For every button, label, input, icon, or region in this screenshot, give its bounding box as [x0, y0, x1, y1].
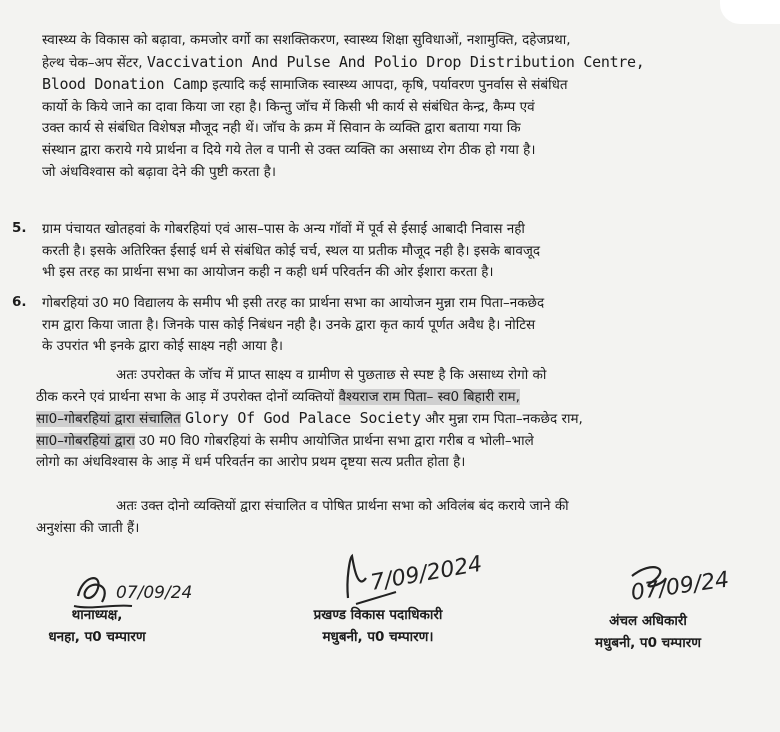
- intro-line-6: संस्थान द्वारा कराये गये प्रार्थना व दिये गये तेल व पानी से उक्त व्यक्ति का असाध्य रोग ठीक हो गया है।: [42, 141, 536, 158]
- item-6-number: 6.: [12, 294, 27, 310]
- conclusion-paragraph: [36, 365, 754, 474]
- intro-line-4: कार्यो के किये जाने का दावा किया जा रहा है। किन्तु जॉच में किसी भी कार्य से संबंधित केन्द्र, कैम्प एवं: [42, 98, 535, 115]
- intro-line-3-hindi: इत्यादि कई सामाजिक स्वास्थ्य आपदा, कृषि, पर्यावरण पुनर्वास से संबंधित: [212, 77, 568, 94]
- signatory-2-title: प्रखण्ड विकास पदाधिकारी: [313, 607, 443, 623]
- item-5-paragraph: [42, 219, 754, 284]
- signatory-2-place: मधुबनी, प0 चम्पारण।: [322, 629, 434, 645]
- item-6-line-3: के उपरांत भी इनके द्वारा कोई साक्ष्य नही आया है।: [42, 338, 284, 355]
- intro-line-2-hindi: हेल्थ चेक–अप सेंटर,: [42, 54, 143, 71]
- conclusion-line-5: लोगो का अंधविश्वास के आड़ में धर्म परिवर्तन का आरोप प्रथम दृष्टया सत्य प्रतीत होता है।: [36, 454, 466, 471]
- signatory-2: [268, 604, 488, 648]
- conclusion-line-4: [36, 431, 754, 453]
- conclusion-line-4-b: उ0 म0 वि0 गोबरहियां के समीप आयोजित प्रार्थना सभा द्वारा गरीब व भोली–भाले: [139, 432, 534, 449]
- signatory-3-title: अंचल अधिकारी: [609, 613, 687, 629]
- recommendation-line-2: अनुशंसा की जाती हैं।: [36, 519, 140, 536]
- item-5-line-2: करती है। इसके अतिरिक्त ईसाई धर्म से संबंधित कोई चर्च, स्थल या प्रतीक मौजूद नही है। इसके बावजूद: [42, 242, 541, 259]
- item-5-number: 5.: [12, 220, 27, 236]
- item-6-line-1: गोबरहियां उ0 म0 विद्यालय के समीप भी इसी तरह का प्रार्थना सभा का आयोजन मुन्ना राम पिता–नकछेद: [42, 295, 545, 311]
- intro-line-3: [42, 74, 754, 97]
- signature-co: [622, 556, 752, 612]
- conclusion-line-3: [36, 408, 754, 431]
- recommendation-paragraph: [36, 496, 754, 539]
- highlight-residence-1: सा0–गोबरहियां द्वारा संचालित: [36, 411, 181, 428]
- signature-date-3: 07/09/24: [629, 567, 731, 606]
- signatory-1-title: थानाध्यक्ष,: [71, 607, 123, 623]
- signature-date-2: 7/09/2024: [368, 551, 485, 596]
- item-6-line-2: राम द्वारा किया जाता है। जिनके पास कोई निबंधन नही है। उनके द्वारा कृत कार्य पूर्णत अवैध है। नोटिस: [42, 316, 536, 333]
- intro-paragraph: [42, 30, 754, 183]
- intro-line-3-latin: Blood Donation Camp: [42, 75, 208, 94]
- intro-line-2-latin: Vaccivation And Pulse And Polio Drop Distribution Centre,: [146, 52, 645, 71]
- intro-line-2: [42, 52, 754, 75]
- highlight-person-1: वैश्यराज राम पिता– स्व0 बिहारी राम,: [338, 388, 520, 405]
- conclusion-line-3-c: और मुन्ना राम पिता–नकछेद राम,: [425, 411, 583, 428]
- signatory-3: [558, 610, 738, 654]
- signatory-1-place: धनहा, प0 चम्पारण: [48, 629, 146, 645]
- conclusion-line-2-a: ठीक करने एवं प्रार्थना सभा के आड़ में उपरोक्त दोनों व्यक्तियों: [36, 388, 335, 405]
- recommendation-line-1: अतः उक्त दोनो व्यक्तियों द्वारा संचालित व पोषित प्रार्थना सभा को अविलंब बंद कराये जाने की: [116, 498, 569, 514]
- conclusion-line-2: [36, 387, 754, 409]
- intro-line-1: स्वास्थ्य के विकास को बढ़ावा, कमजोर वर्गो का सशक्तिकरण, स्वास्थ्य शिक्षा सुविधाओं, नशामुक्ति, दहेजप्रथा,: [42, 32, 571, 48]
- signature-date-1: 07/09/24: [116, 583, 193, 603]
- intro-line-5: उक्त कार्य से संबंधित विशेषज्ञ मौजूद नही थें। जॉच के क्रम में सिवान के व्यक्ति द्वारा बताया गया कि: [42, 120, 521, 137]
- intro-line-7: जो अंधविश्वास को बढ़ावा देने की पुष्टी करता है।: [42, 163, 276, 180]
- signatory-3-place: मधुबनी, प0 चम्पारण: [595, 635, 701, 651]
- society-name: Glory Of God Palace Society: [184, 409, 421, 428]
- conclusion-line-1: अतः उपरोक्त के जॉच में प्राप्त साक्ष्य व ग्रामीण से पुछताछ से स्पष्ट है कि असाध्य रोगो को: [116, 367, 547, 383]
- item-5-line-3: भी इस तरह का प्रार्थना सभा का आयोजन कही न कही धर्म परिवर्तन की ओर ईशारा करता है।: [42, 264, 494, 281]
- signatory-1: [22, 604, 172, 648]
- page-corner: [720, 0, 780, 24]
- item-5-line-1: ग्राम पंचायत खोतहवां के गोबरहियां एवं आस–पास के अन्य गॉवों में पूर्व से ईसाई आबादी निवास नही: [42, 221, 525, 237]
- highlight-residence-2: सा0–गोबरहियां द्वारा: [36, 432, 135, 449]
- item-6-paragraph: [42, 293, 754, 358]
